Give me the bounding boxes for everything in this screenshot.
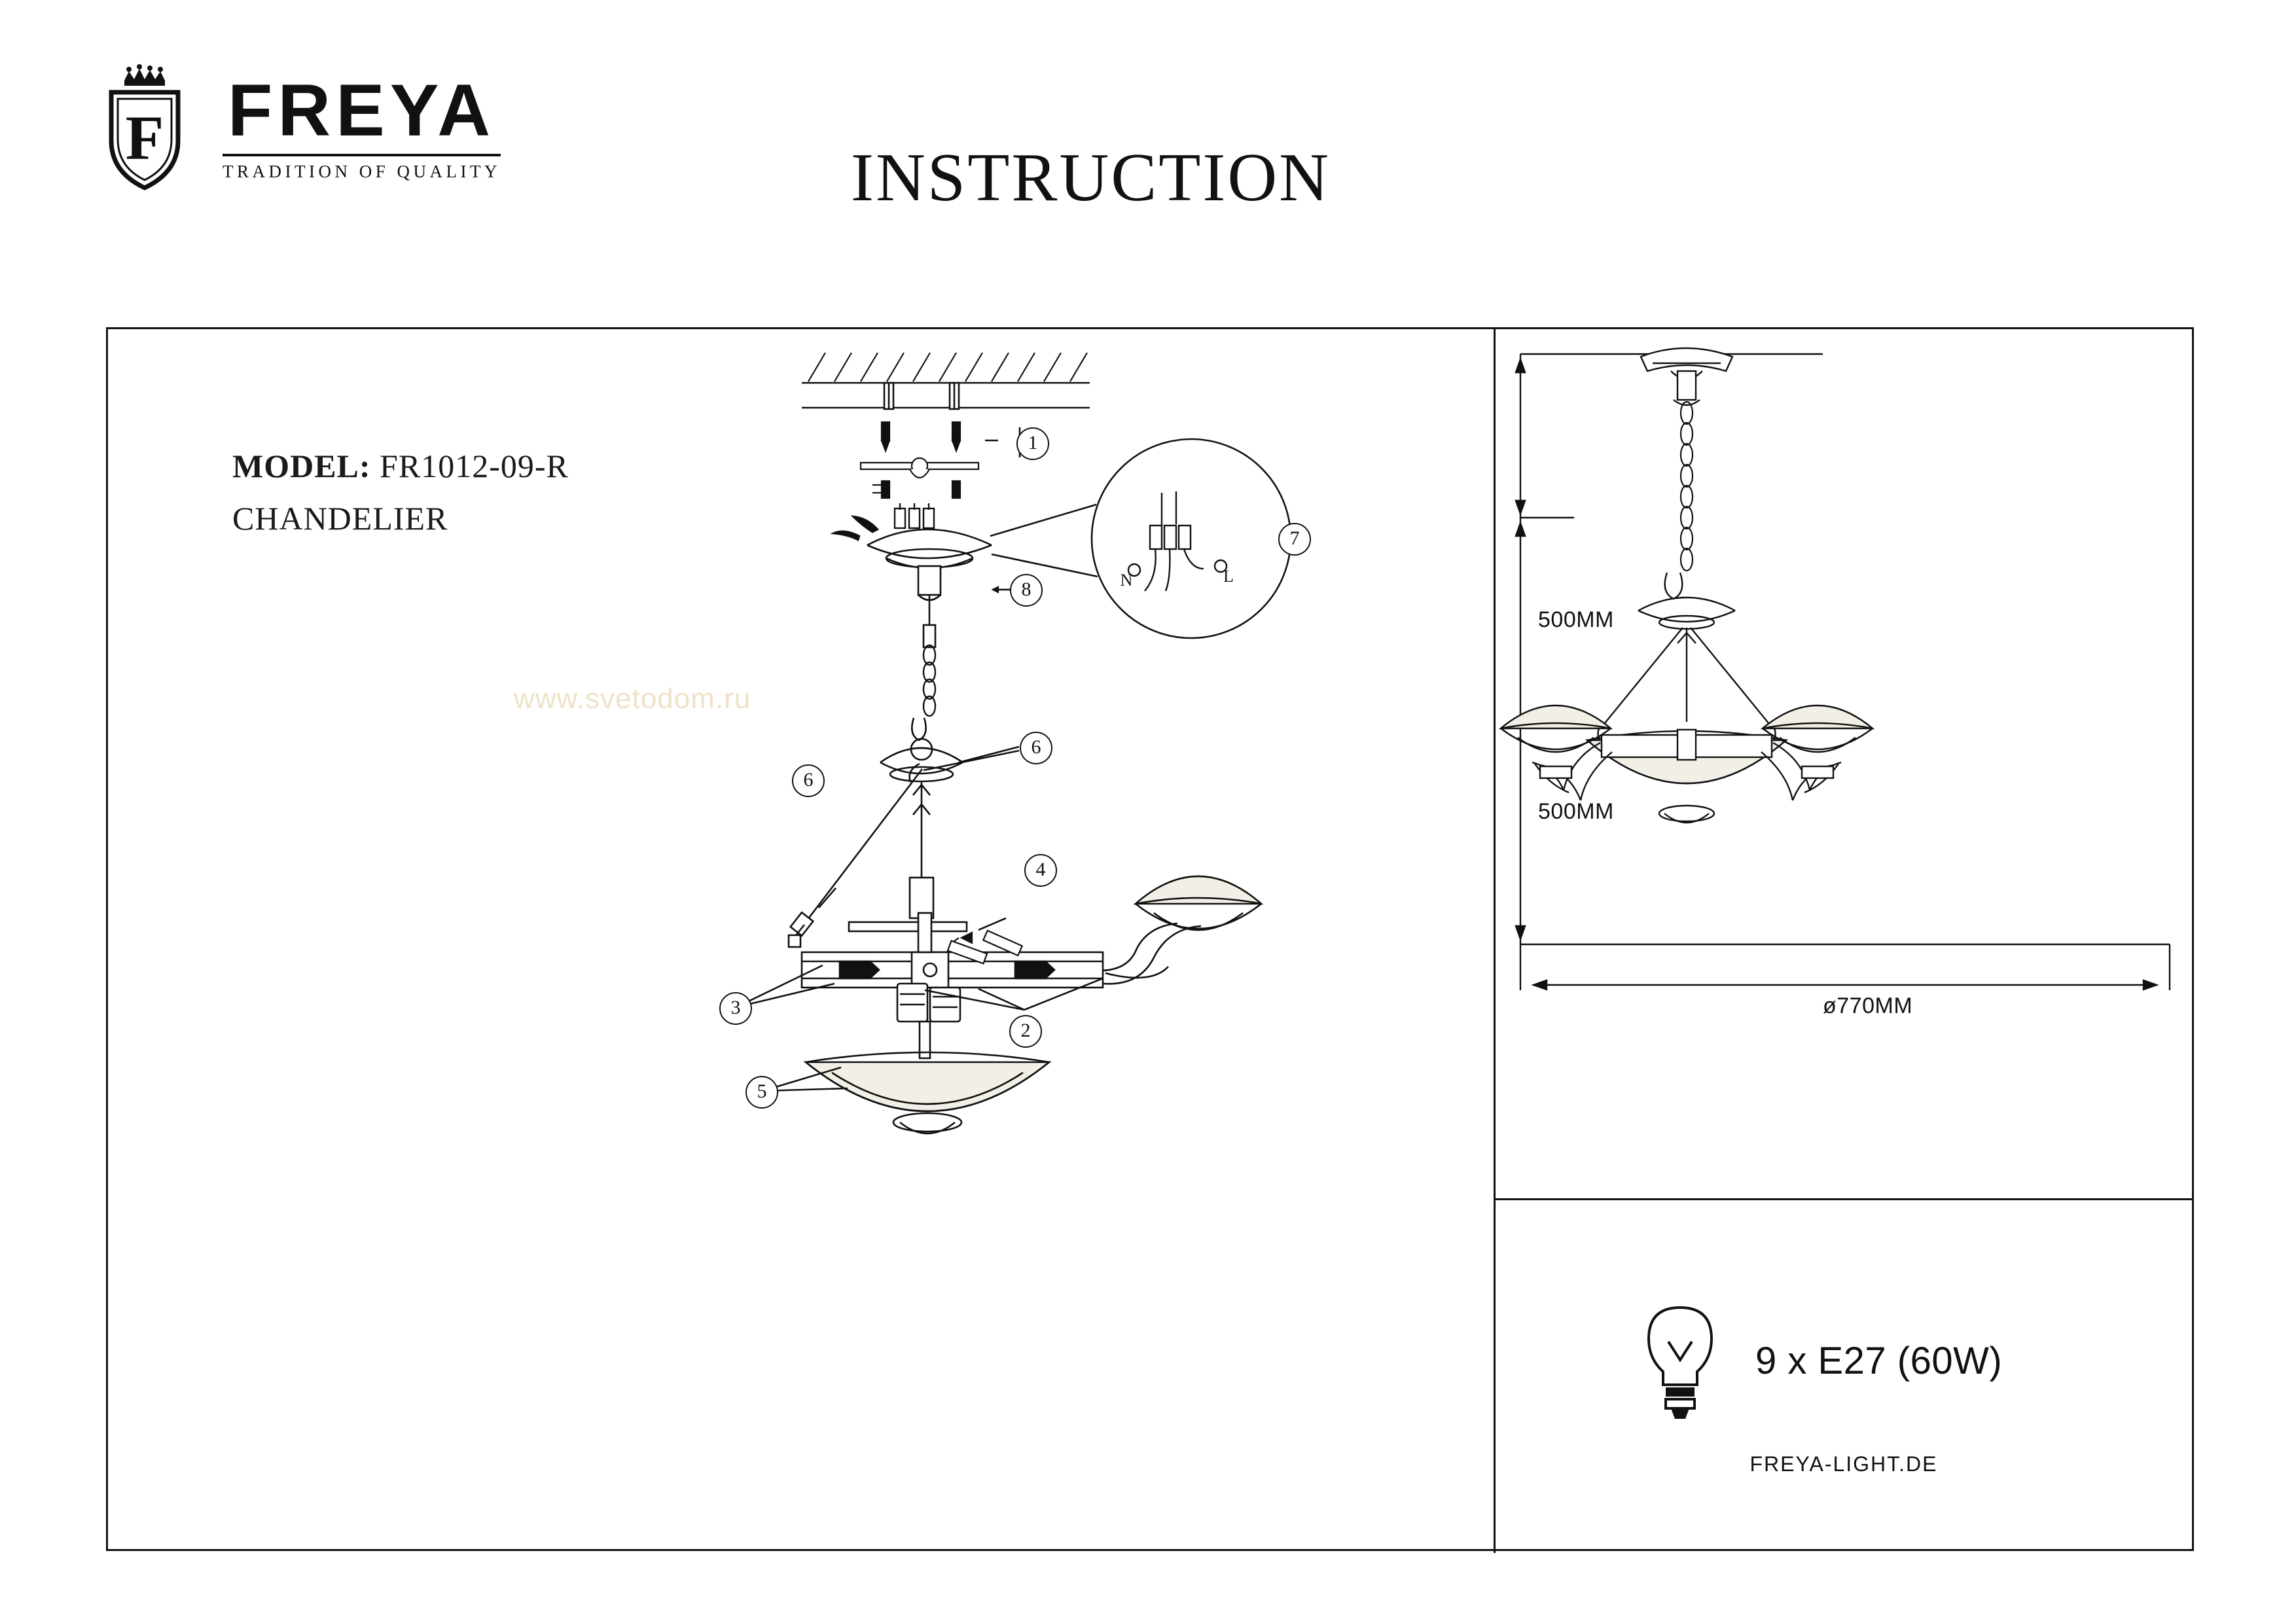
brand-name: FREYA [227, 69, 496, 151]
footer-site: FREYA-LIGHT.DE [1749, 1452, 1938, 1476]
brand-divider [223, 154, 501, 156]
callout-5: 5 [745, 1076, 778, 1109]
page-header [0, 0, 2296, 308]
dim-diameter: ø770MM [1823, 993, 1913, 1018]
callout-7: 7 [1278, 523, 1311, 556]
lamp-spec-text: 9 x E27 (60W) [1755, 1340, 2003, 1382]
lamp-spec-row [1494, 1200, 2194, 1553]
callout-6-lower: 6 [792, 764, 825, 797]
model-label: MODEL: [232, 448, 371, 484]
callout-1: 1 [1016, 427, 1049, 460]
wiring-neutral-label: N [1120, 571, 1133, 590]
wiring-live-label: L [1223, 567, 1234, 586]
brand-logo [98, 62, 501, 193]
callout-8: 8 [1010, 574, 1043, 607]
page-title: INSTRUCTION [851, 139, 1331, 215]
heraldic-shield-icon [98, 62, 196, 193]
callout-2: 2 [1009, 1015, 1042, 1048]
instruction-frame [106, 327, 2194, 1551]
product-type: CHANDELIER [232, 500, 448, 537]
model-code: FR1012-09-R [380, 448, 569, 484]
assembly-diagram [108, 329, 1489, 1550]
callout-4: 4 [1024, 854, 1057, 887]
brand-tagline: TRADITION OF QUALITY [223, 161, 501, 181]
watermark: www.svetodom.ru [514, 683, 751, 715]
callout-6-upper: 6 [1020, 732, 1052, 764]
svg-text:F: F [125, 103, 164, 173]
dimension-drawing [1496, 329, 2194, 1196]
dim-height-upper: 500MM [1538, 607, 1614, 632]
callout-3: 3 [719, 992, 752, 1025]
dim-height-lower: 500MM [1538, 799, 1614, 824]
bulb-icon [1628, 1298, 1732, 1429]
